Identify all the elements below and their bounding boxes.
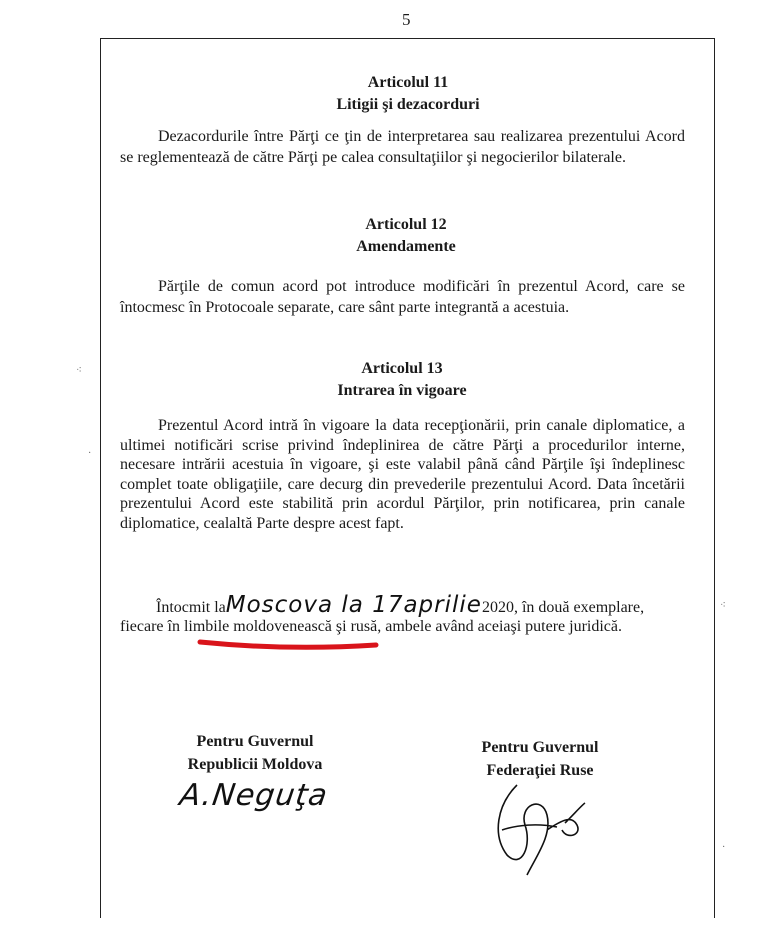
article-13-title: Articolul 13: [361, 360, 443, 377]
article-13-subtitle: Intrarea în vigoare: [337, 382, 467, 400]
scan-speck: ·: [88, 448, 92, 459]
page-number: 5: [402, 10, 411, 29]
article-12-subtitle: Amendamente: [356, 238, 456, 256]
scan-speck: ·: [722, 842, 726, 853]
signatory-right-line1: Pentru Guvernul: [481, 739, 599, 756]
frame-right-line: [714, 38, 715, 918]
article-13-text: [120, 416, 685, 534]
article-12-title: Articolul 12: [365, 216, 447, 233]
frame-left-line: [100, 38, 101, 918]
closing-line-2: [120, 618, 622, 636]
article-12-body: Părţile de comun acord pot introduce modificări în prezentul Acord, care se întocmesc în Protocoale separate, care sânt parte integrantă a acestuia.: [120, 278, 685, 316]
closing-line-1: [156, 592, 644, 618]
signatory-left-line2: Republicii Moldova: [187, 756, 323, 773]
closing-line2-end: , ambele având aceiaşi putere juridică.: [377, 618, 622, 635]
signatory-left: [145, 730, 365, 776]
scan-speck: ⁖: [720, 600, 726, 611]
scan-speck: ⁖: [76, 365, 82, 376]
closing-line2-start: fiecare în: [120, 618, 184, 635]
signatory-left-line1: Pentru Guvernul: [196, 733, 314, 750]
signature-right-scribble: [487, 775, 607, 885]
article-11-text: [120, 127, 685, 168]
signature-left: A.Neguţa: [177, 778, 331, 813]
article-13-body: Prezentul Acord intră în vigoare la data recepţionării, prin canale diplomatice, a ultimei notificări scrise privind îndeplinirea de către Părţi a procedurilor interne, necesare intrării acestuia în vigoare, şi este valabil până când Părţile îşi îndeplinesc complet toate obligaţiile, care decurg din prevederile prezentului Acord. Data încetării prezentului Acord este stabilită prin acordul Părţilor, prin notificarea, prin canale diplomatice, cealaltă Parte despre acest fapt.: [120, 417, 685, 532]
article-11-subtitle: Litigii şi dezacorduri: [336, 96, 480, 114]
article-12-text: [120, 277, 685, 318]
article-13-heading: [222, 358, 582, 402]
closing-prefix: Întocmit la: [156, 599, 226, 616]
signatory-right-line2: Federaţiei Ruse: [486, 762, 594, 779]
languages-text: limbile moldovenească şi rusă: [183, 618, 378, 635]
frame-top-line: [100, 38, 715, 39]
handwritten-place-date: Moscova la 17aprilie: [225, 592, 482, 618]
article-12-heading: [226, 214, 586, 258]
article-11-heading: [228, 72, 588, 116]
closing-suffix: 2020, în două exemplare,: [481, 599, 645, 616]
article-11-body: Dezacordurile între Părţi ce ţin de interpretarea sau realizarea prezentului Acord se reglementează de către Părţi pe calea consultaţiilor şi negocierilor bilaterale.: [120, 128, 685, 166]
article-11-title: Articolul 11: [367, 74, 449, 91]
